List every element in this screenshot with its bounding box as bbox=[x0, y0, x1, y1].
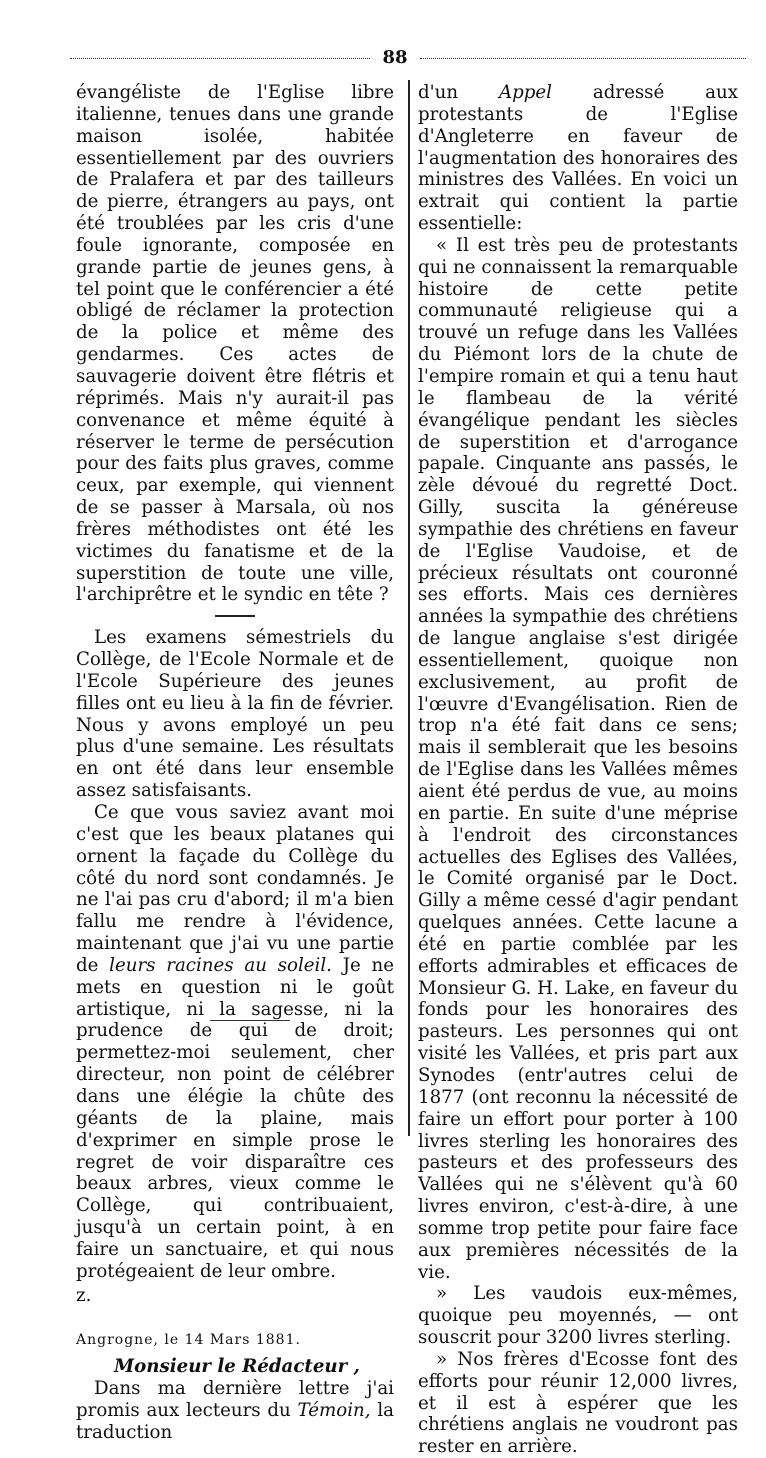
appel-emphasis: Appel bbox=[498, 82, 552, 103]
paragraph-vaudois: » Les vaudois eux-mêmes, quoique peu moyennés, — ont souscrit pour 3200 livres sterling. bbox=[418, 1283, 738, 1349]
paragraph-appel-quote: « Il est très peu de protestants qui ne connaissent la remarquable histoire de cette petite communauté religieuse qui a trouvé un refuge dans les Vallées du Piémont lors de la chute de l'empire romain et qui a tenu haut le flambeau de la vérité évangélique pendant les siècles de superstition et d'arrogance papale. Cinquante ans passés, le zèle dévoué du regretté Doct. Gilly, suscita la généreuse sympathie des chrétiens en faveur de l'Eglise Vaudoise, et de précieux résultats ont couronné ses efforts. Mais ces dernières années la sympathie des chrétiens de langue anglaise s'est dirigée essentiellement, quoique non exclusivement, au profit de l'œuvre d'Evangélisation. Rien de trop n'a été fait dans ce sens; mais il semblerait que les besoins de l'Eglise dans les Vallées mêmes aient été perdus de vue, au moins en partie. En suite d'une méprise à l'endroit des circonstances actuelles des Eglises des Vallées, le Comité organisé par le Doct. Gilly a même cessé d'agir pendant quelques années. Cette lacune a été en partie comblée par les efforts admirables et efficaces de Monsieur G. H. Lake, en faveur du fonds pour les honoraires des pasteurs. Les personnes qui ont visité les Vallées, et pris part aux Synodes (entr'autres celui de 1877 (ont reconnu la nécessité de faire un effort pour porter à 100 livres sterling les honoraires des pasteurs et des professeurs des Vallées qui ne s'élèvent qu'à 60 livres environ, c'est-à-dire, à une somme trop petite pour faire face aux premières nécessités de la vie. bbox=[418, 234, 738, 1283]
section-separator bbox=[215, 615, 255, 617]
header-rule-right bbox=[420, 58, 746, 59]
header-rule-left bbox=[70, 58, 370, 59]
left-column bbox=[76, 82, 394, 1444]
platanes-text-a: Ce que vous saviez avant moi c'est que les beaux platanes qui ornent la façade du Collège du côté du nord sont condamnés. Je ne l'ai pas cru d'abord; il m'a bien fallu me rendre à l'évidence, maintenant que j'ai vu une partie de bbox=[76, 802, 394, 976]
paragraph-appel bbox=[418, 82, 738, 235]
signature: z. bbox=[76, 1284, 92, 1306]
platanes-text-b: Je ne mets en question ni le goût artistique, ni la sagesse, ni la prudence de qui de droit; permettez-moi seulement, cher directeur, non point de célébrer dans une élégie la chûte des géants de la plaine, mais d'exprimer en simple prose le regret de voir disparaître ces beaux arbres, vieux comme le Collège, qui contribuaient, jusqu'à un certain point, à en faire un sanctuaire, et qui nous protégeaient de leur ombre. bbox=[76, 954, 394, 1282]
appel-text-a: d'un bbox=[418, 82, 499, 103]
platanes-emphasis: leurs racines au soleil. bbox=[109, 954, 332, 976]
right-column bbox=[418, 82, 738, 1458]
paragraph-examens: Les examens sémestriels du Collège, de l'Ecole Normale et de l'Ecole Supérieure des jeunes filles ont eu lieu à la fin de février. Nous y avons employé un peu plus d'une semaine. Les résultats en ont été dans leur ensemble assez satisfaisants. bbox=[76, 627, 394, 802]
letter-text-b: la traduction bbox=[76, 1399, 394, 1443]
page-number: 88 bbox=[382, 47, 408, 68]
paragraph-persecution: évangéliste de l'Eglise libre italienne, tenues dans une grande maison isolée, habitée essentiellement par des ouvriers de Pralafera et par des tailleurs de pierre, étrangers au pays, ont été troublées par les cris d'une foule ignorante, composée en grande partie de jeunes gens, à tel point que le conférencier a été obligé de réclamer la protection de la police et même des gendarmes. Ces actes de sauvagerie doivent être flétris et réprimés. Mais n'y aurait-il pas convenance et même équité à réserver le terme de persécution pour des faits plus graves, comme ceux, par exemple, qui viennent de se passer à Marsala, où nos frères méthodistes ont été les victimes du fanatisme et de la superstition de toute une ville, l'archiprêtre et le syndic en tête ? bbox=[76, 82, 394, 606]
paragraph-platanes bbox=[76, 802, 394, 1283]
page-header bbox=[70, 46, 746, 72]
letter-emphasis: Témoin, bbox=[297, 1399, 371, 1421]
letter-text-a: Dans ma dernière lettre j'ai promis aux lecteurs du bbox=[76, 1378, 394, 1421]
letter-rule bbox=[210, 1020, 290, 1021]
letter-salutation: Monsieur le Rédacteur , bbox=[114, 1356, 360, 1378]
column-divider bbox=[408, 80, 410, 1136]
appel-text-b: adressé aux protestants de l'Eglise d'Angleterre en faveur de l'augmentation des honoraires des ministres des Vallées. En voici un extrait qui contient la partie essentielle: bbox=[418, 82, 738, 235]
paragraph-ecosse: » Nos frères d'Ecosse font des efforts pour réunir 12,000 livres, et il est à espérer que les chrétiens anglais ne voudront pas rester en arrière. bbox=[418, 1348, 738, 1458]
paragraph-letter-start bbox=[76, 1378, 394, 1444]
letter-dateline: Angrogne, le 14 Mars 1881. bbox=[76, 1332, 301, 1349]
